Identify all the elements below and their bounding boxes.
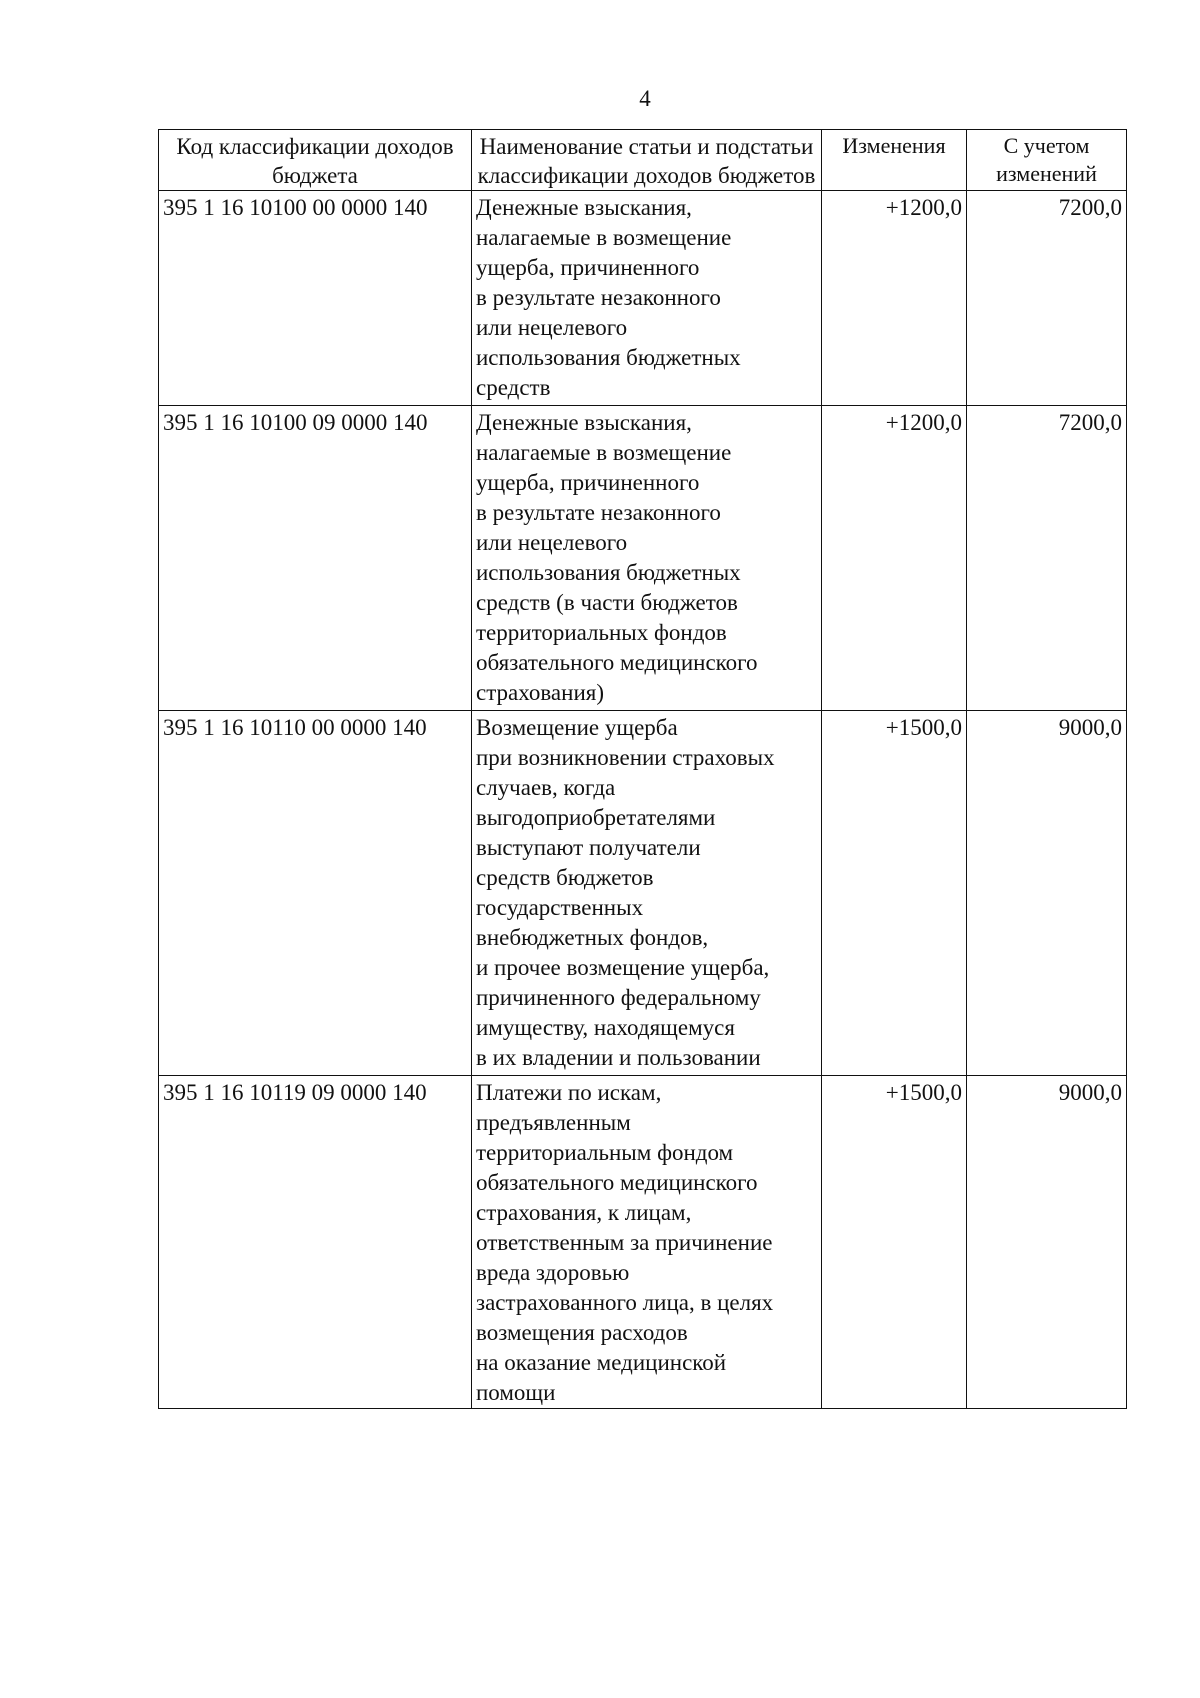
row-name-line: случаев, когда bbox=[476, 775, 616, 800]
row-code: 395 1 16 10100 09 0000 140 bbox=[159, 406, 472, 711]
row-name-line: Возмещение ущерба bbox=[476, 715, 678, 740]
header-code: Код классификации доходов бюджета bbox=[159, 130, 472, 191]
table-header-row bbox=[159, 130, 1127, 191]
row-name-line: застрахованного лица, в целях bbox=[476, 1290, 774, 1315]
row-name-line: выгодоприобретателями bbox=[476, 805, 716, 830]
row-code: 395 1 16 10100 00 0000 140 bbox=[159, 191, 472, 406]
row-name-line: причиненного федеральному bbox=[476, 985, 761, 1010]
row-total: 7200,0 bbox=[967, 191, 1127, 406]
row-name-line: страхования, к лицам, bbox=[476, 1200, 692, 1225]
row-name bbox=[472, 191, 822, 406]
row-change: +1200,0 bbox=[822, 406, 967, 711]
header-name: Наименование статьи и подстатьи классификации доходов бюджетов bbox=[472, 130, 822, 191]
row-name-line: ответственным за причинение bbox=[476, 1230, 773, 1255]
table-row bbox=[159, 406, 1127, 711]
row-name-line: налагаемые в возмещение bbox=[476, 440, 732, 465]
table-row bbox=[159, 191, 1127, 406]
row-name-line: возмещения расходов bbox=[476, 1320, 688, 1345]
row-total: 9000,0 bbox=[967, 711, 1127, 1076]
row-name-line: территориальным фондом bbox=[476, 1140, 734, 1165]
row-code: 395 1 16 10110 00 0000 140 bbox=[159, 711, 472, 1076]
row-name-line: выступают получатели bbox=[476, 835, 701, 860]
row-name-line: Денежные взыскания, bbox=[476, 195, 692, 220]
row-name bbox=[472, 1076, 822, 1409]
row-name-line: территориальных фондов bbox=[476, 620, 727, 645]
row-total: 7200,0 bbox=[967, 406, 1127, 711]
row-name-line: при возникновении страховых bbox=[476, 745, 775, 770]
row-change: +1500,0 bbox=[822, 711, 967, 1076]
row-name-line: или нецелевого bbox=[476, 315, 628, 340]
header-changes: Изменения bbox=[822, 130, 967, 191]
row-name-line: в их владении и пользовании bbox=[476, 1045, 761, 1070]
row-total: 9000,0 bbox=[967, 1076, 1127, 1409]
row-name-line: предъявленным bbox=[476, 1110, 631, 1135]
row-name-line: вреда здоровью bbox=[476, 1260, 630, 1285]
row-name-line: в результате незаконного bbox=[476, 285, 721, 310]
row-name-line: на оказание медицинской bbox=[476, 1350, 727, 1375]
row-name-line: Платежи по искам, bbox=[476, 1080, 662, 1105]
row-name-line: в результате незаконного bbox=[476, 500, 721, 525]
row-name-line: или нецелевого bbox=[476, 530, 628, 555]
row-name-line: ущерба, причиненного bbox=[476, 255, 700, 280]
budget-income-table bbox=[158, 129, 1127, 1409]
row-name-line: Денежные взыскания, bbox=[476, 410, 692, 435]
row-name-line: государственных bbox=[476, 895, 644, 920]
row-name-line: налагаемые в возмещение bbox=[476, 225, 732, 250]
header-total: С учетом изменений bbox=[967, 130, 1127, 191]
row-name-line: обязательного медицинского bbox=[476, 1170, 758, 1195]
row-name-line: обязательного медицинского bbox=[476, 650, 758, 675]
row-name-line: страхования) bbox=[476, 680, 604, 705]
row-name-line: использования бюджетных bbox=[476, 560, 741, 585]
row-name-line: средств (в части бюджетов bbox=[476, 590, 738, 615]
page-number: 4 bbox=[639, 86, 651, 111]
row-name bbox=[472, 406, 822, 711]
table-row bbox=[159, 1076, 1127, 1409]
row-name-line: помощи bbox=[476, 1380, 556, 1405]
row-name-line: средств bbox=[476, 375, 551, 400]
row-change: +1500,0 bbox=[822, 1076, 967, 1409]
row-name-line: ущерба, причиненного bbox=[476, 470, 700, 495]
row-name-line: имуществу, находящемуся bbox=[476, 1015, 735, 1040]
table-row bbox=[159, 711, 1127, 1076]
row-code: 395 1 16 10119 09 0000 140 bbox=[159, 1076, 472, 1409]
row-name bbox=[472, 711, 822, 1076]
row-name-line: внебюджетных фондов, bbox=[476, 925, 709, 950]
row-name-line: средств бюджетов bbox=[476, 865, 654, 890]
row-name-line: использования бюджетных bbox=[476, 345, 741, 370]
row-change: +1200,0 bbox=[822, 191, 967, 406]
row-name-line: и прочее возмещение ущерба, bbox=[476, 955, 770, 980]
